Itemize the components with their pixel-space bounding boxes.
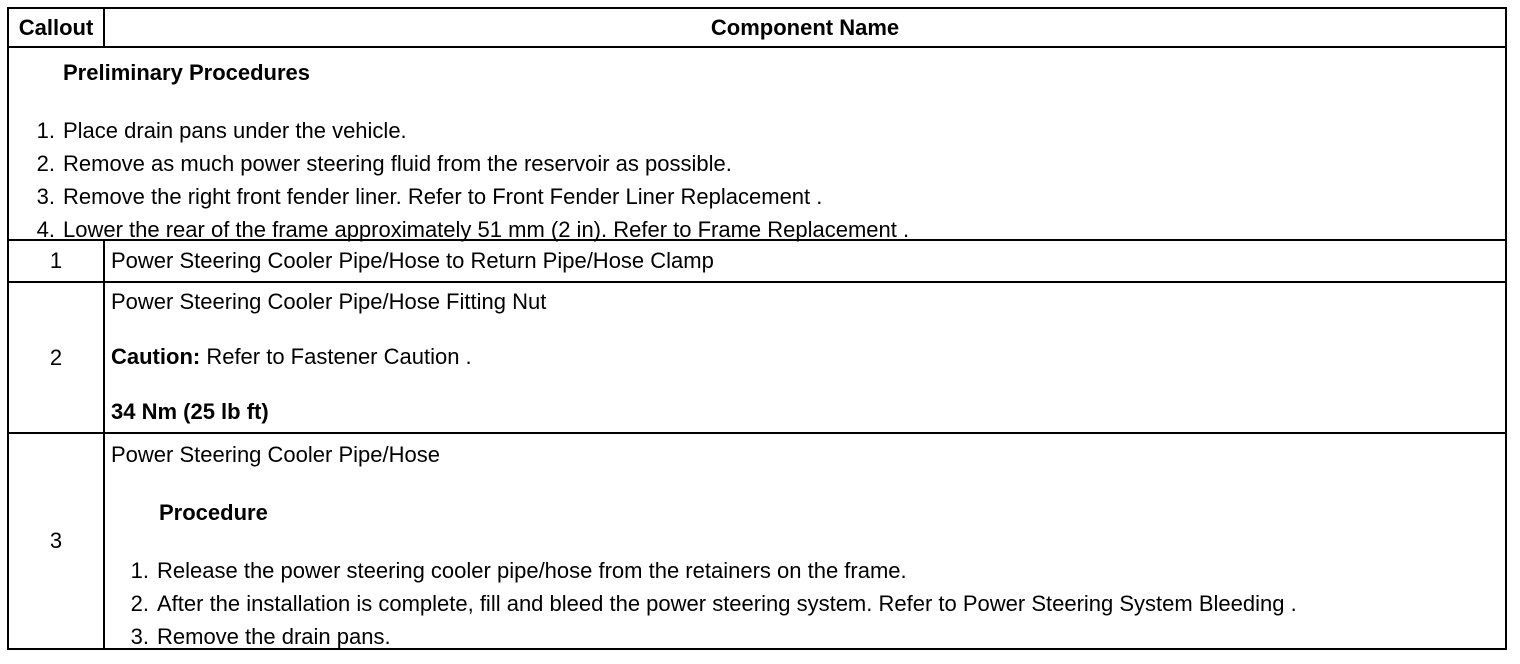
callout-header: Callout <box>8 8 104 47</box>
header-row <box>8 8 1506 47</box>
component-table <box>7 7 1507 650</box>
procedure-step: 2. After the installation is complete, fill and bleed the power steering system. Refer to Power Steering System Bleeding . <box>130 591 1297 616</box>
caution-label: Caution: <box>111 344 201 369</box>
procedure-step: 3. Remove the drain pans. <box>130 624 391 649</box>
callout-number: 3 <box>8 433 104 649</box>
component-name-header: Component Name <box>104 8 1506 47</box>
component-name: Power Steering Cooler Pipe/Hose Fitting Nut <box>111 289 547 314</box>
preliminary-step: 1. Place drain pans under the vehicle. <box>36 118 407 143</box>
component-name: Power Steering Cooler Pipe/Hose to Return Pipe/Hose Clamp <box>104 240 1506 282</box>
table-row <box>8 433 1506 649</box>
preliminary-step: 4. Lower the rear of the frame approximately 51 mm (2 in). Refer to Frame Replacement . <box>36 217 910 242</box>
component-cell <box>104 282 1506 433</box>
torque-spec: 34 Nm (25 lb ft) <box>111 399 269 424</box>
procedure-step: 1. Release the power steering cooler pipe/hose from the retainers on the frame. <box>130 558 907 583</box>
component-name: Power Steering Cooler Pipe/Hose <box>111 442 440 467</box>
preliminary-step: 2. Remove as much power steering fluid from the reservoir as possible. <box>36 151 732 176</box>
preliminary-step: 3. Remove the right front fender liner. Refer to Front Fender Liner Replacement . <box>36 184 823 209</box>
component-cell <box>104 433 1506 649</box>
caution-text: Refer to Fastener Caution . <box>200 344 472 369</box>
preliminary-list <box>27 114 909 246</box>
table-row <box>8 240 1506 282</box>
preliminary-cell <box>8 47 1506 240</box>
caution-note <box>111 344 472 370</box>
preliminary-heading: Preliminary Procedures <box>63 60 311 85</box>
procedure-heading: Procedure <box>159 500 268 525</box>
table-row <box>8 282 1506 433</box>
callout-number: 1 <box>8 240 104 282</box>
procedure-list <box>121 554 1297 653</box>
callout-number: 2 <box>8 282 104 433</box>
preliminary-row <box>8 47 1506 240</box>
